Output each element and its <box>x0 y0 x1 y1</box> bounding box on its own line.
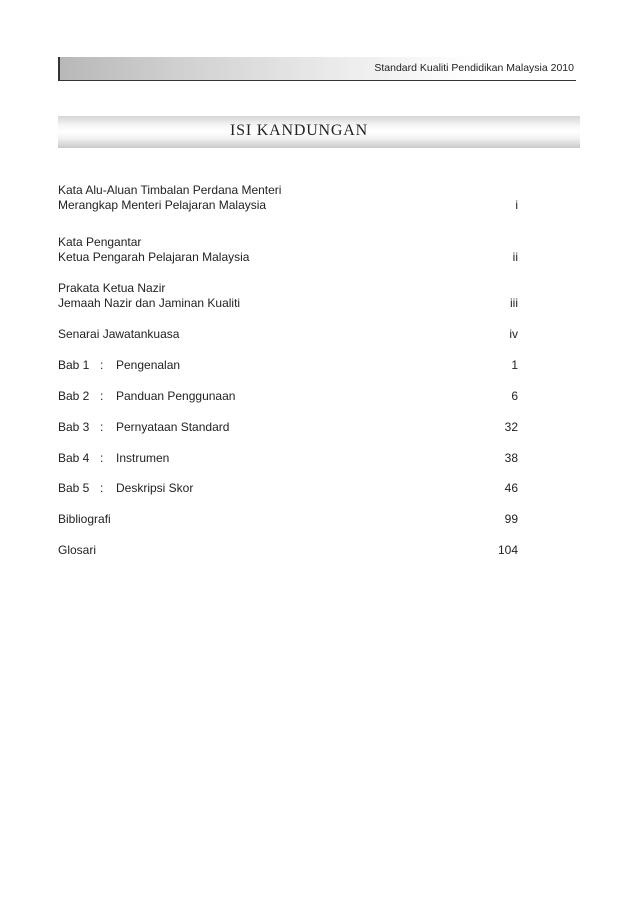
chapter-colon: : <box>100 389 104 403</box>
toc-entry-line: Kata Alu-Aluan Timbalan Perdana Menteri <box>58 183 282 197</box>
chapter-number: Bab 2 <box>58 389 90 403</box>
toc-entry-senarai[interactable] <box>58 327 528 342</box>
toc-page-number: 1 <box>511 358 518 372</box>
chapter-colon: : <box>100 358 104 372</box>
chapter-number: Bab 1 <box>58 358 90 372</box>
toc-page-number: 32 <box>504 420 518 434</box>
chapter-colon: : <box>100 481 104 495</box>
toc-entry-bab-5[interactable] <box>58 481 528 496</box>
toc-entry-bibliografi[interactable] <box>58 512 528 527</box>
toc-entry-bab-2[interactable] <box>58 389 528 404</box>
toc-entry-kata-aluan[interactable] <box>58 183 528 213</box>
toc-entry-bab-4[interactable] <box>58 451 528 466</box>
chapter-title: Panduan Penggunaan <box>116 389 236 403</box>
toc-entry-glosari[interactable] <box>58 543 528 558</box>
toc-entry-line: Ketua Pengarah Pelajaran Malaysia <box>58 250 250 264</box>
toc-entry-line: Jemaah Nazir dan Jaminan Kualiti <box>58 296 241 310</box>
toc-entry-bab-1[interactable] <box>58 358 528 373</box>
toc-page-number: 46 <box>504 481 518 495</box>
toc-entry-line: Prakata Ketua Nazir <box>58 281 166 295</box>
toc-page-number: iii <box>510 296 518 310</box>
chapter-title: Pengenalan <box>116 358 181 372</box>
chapter-colon: : <box>100 420 104 434</box>
chapter-number: Bab 4 <box>58 451 90 465</box>
toc-entry-line: Merangkap Menteri Pelajaran Malaysia <box>58 198 267 212</box>
toc-entry-line: Kata Pengantar <box>58 235 142 249</box>
toc-entry-prakata[interactable] <box>58 281 528 311</box>
header-text: Standard Kualiti Pendidikan Malaysia 2010 <box>374 62 574 74</box>
toc-entry-line: Bibliografi <box>58 512 111 526</box>
chapter-number: Bab 5 <box>58 481 90 495</box>
chapter-colon: : <box>100 451 104 465</box>
toc-page-number: 104 <box>497 543 518 557</box>
toc-entry-line: Senarai Jawatankuasa <box>58 327 180 341</box>
page-title: ISI KANDUNGAN <box>230 122 368 139</box>
chapter-title: Deskripsi Skor <box>116 481 194 495</box>
toc-page-number: ii <box>512 250 518 264</box>
title-banner <box>58 116 580 148</box>
toc-page-number: i <box>515 198 518 212</box>
toc-page-number: 99 <box>504 512 518 526</box>
toc-page-number: 6 <box>511 389 518 403</box>
toc-entry-kata-pengantar[interactable] <box>58 235 528 265</box>
chapter-title: Instrumen <box>116 451 170 465</box>
page-header-bar <box>58 57 576 81</box>
chapter-number: Bab 3 <box>58 420 90 434</box>
toc-page-number: 38 <box>504 451 518 465</box>
toc-entry-line: Glosari <box>58 543 97 557</box>
toc-entry-bab-3[interactable] <box>58 420 528 435</box>
chapter-title: Pernyataan Standard <box>116 420 230 434</box>
toc-page-number: iv <box>509 327 518 341</box>
